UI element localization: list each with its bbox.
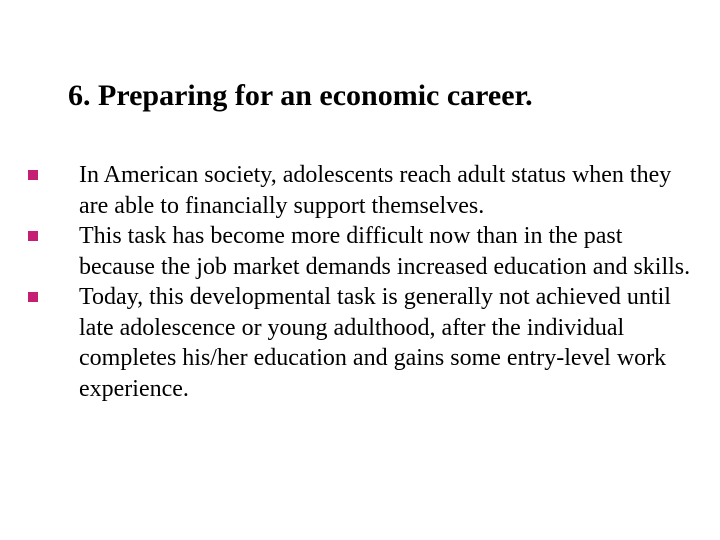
bullet-item xyxy=(22,221,702,282)
bullet-list xyxy=(22,160,702,404)
square-bullet-icon xyxy=(28,292,38,302)
slide-title: 6. Preparing for an economic career. xyxy=(68,79,533,112)
bullet-text: In American society, adolescents reach adult status when they are able to financially support themselves. xyxy=(79,162,672,219)
square-bullet-icon xyxy=(28,170,38,180)
bullet-text: This task has become more difficult now than in the past because the job market demands increased education and skills. xyxy=(79,223,691,280)
square-bullet-icon xyxy=(28,231,38,241)
bullet-item xyxy=(22,160,702,221)
bullet-text: Today, this developmental task is generally not achieved until late adolescence or young adulthood, after the individual completes his/her education and gains some entry-level work experience. xyxy=(79,284,671,402)
bullet-item xyxy=(22,282,702,404)
